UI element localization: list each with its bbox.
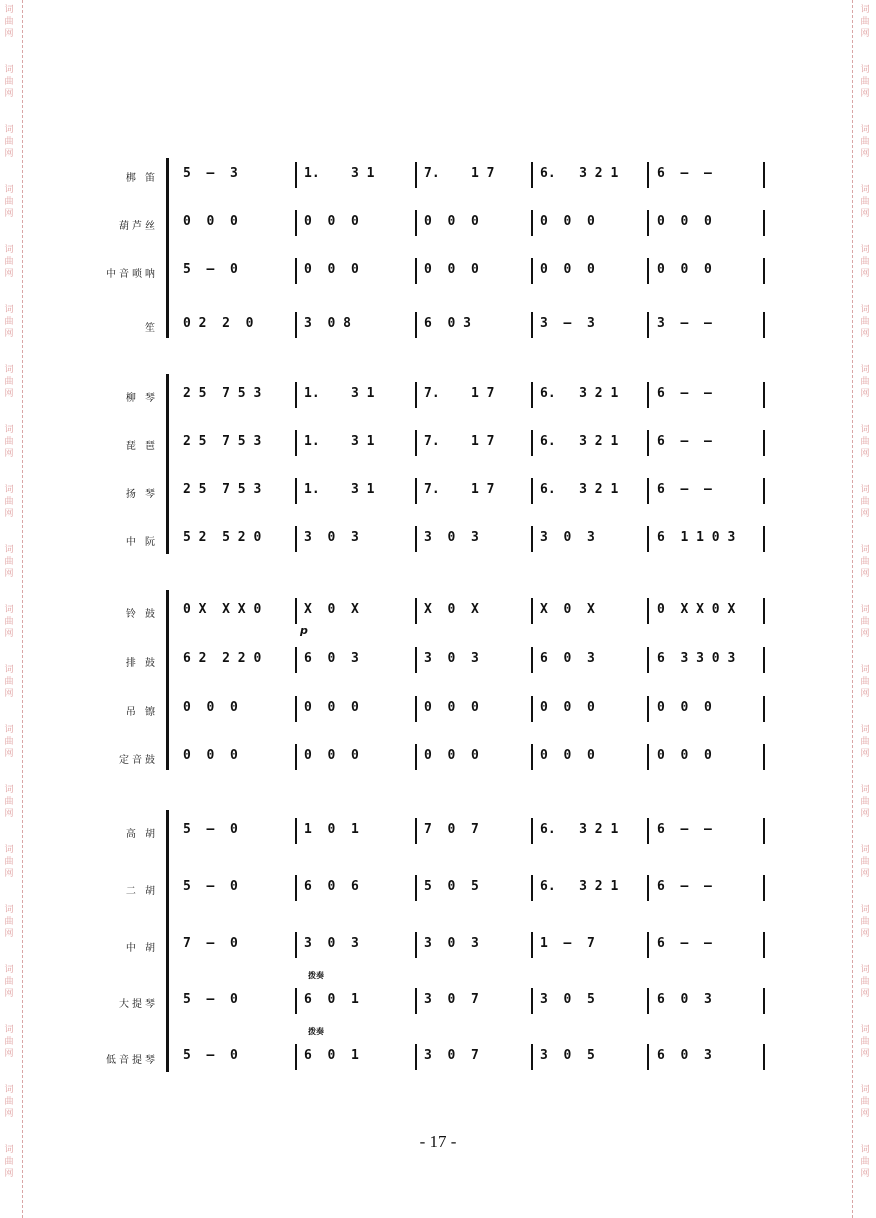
bar-line: [531, 875, 533, 901]
bar-line: [531, 598, 533, 624]
measure-notes: 0 0 0: [304, 214, 359, 229]
measure-notes: 7 0 7: [424, 822, 479, 837]
measure-notes: 1. 3 1: [304, 386, 375, 401]
measure-notes: 5 – 0: [183, 262, 238, 277]
measure-notes: 0 X X X 0: [183, 602, 262, 617]
bar-line: [647, 647, 649, 673]
bar-line: [531, 526, 533, 552]
staff-row: [0, 1042, 876, 1072]
measure-notes: 5 – 3: [183, 166, 238, 181]
watermark-text: 词 曲 网: [4, 965, 14, 999]
bar-line: [763, 988, 765, 1014]
pizzicato-mark-bass: 拨奏: [308, 1027, 324, 1036]
bar-line: [295, 312, 297, 338]
measure-notes: 1 – 7: [540, 936, 595, 951]
bar-line: [647, 258, 649, 284]
watermark-text: 词 曲 网: [4, 245, 14, 279]
watermark-text: 词 曲 网: [860, 485, 870, 519]
measure-notes: 1. 3 1: [304, 166, 375, 181]
measure-notes: 0 0 0: [540, 700, 595, 715]
measure-notes: 0 2 2 0: [183, 316, 254, 331]
bar-line: [415, 312, 417, 338]
bar-line: [295, 647, 297, 673]
measure-notes: 2 5 7 5 3: [183, 482, 262, 497]
measure-notes: 6. 3 2 1: [540, 482, 619, 497]
measure-notes: 3 0 3: [304, 936, 359, 951]
bar-line: [763, 210, 765, 236]
measure-notes: 0 0 0: [424, 700, 479, 715]
measure-notes: 0 0 0: [657, 262, 712, 277]
watermark-text: 词 曲 网: [4, 65, 14, 99]
measure-notes: 6. 3 2 1: [540, 434, 619, 449]
measure-notes: 6 3 3 0 3: [657, 651, 736, 666]
watermark-text: 词 曲 网: [4, 1085, 14, 1119]
pizzicato-mark-cello: 拨奏: [308, 971, 324, 980]
measure-notes: 3 0 3: [424, 530, 479, 545]
bar-line: [295, 598, 297, 624]
staff-row: [0, 524, 876, 554]
bar-line: [531, 430, 533, 456]
measure-notes: 6 2 2 2 0: [183, 651, 262, 666]
bar-line: [647, 162, 649, 188]
instrument-label: 柳 琴: [125, 393, 158, 404]
watermark-text: 词 曲 网: [860, 1085, 870, 1119]
bar-line: [415, 744, 417, 770]
watermark-text: 词 曲 网: [860, 725, 870, 759]
instrument-label: 高 胡: [125, 829, 158, 840]
bar-line: [763, 818, 765, 844]
measure-notes: 7 – 0: [183, 936, 238, 951]
bar-line: [415, 1044, 417, 1070]
staff-row: [0, 208, 876, 238]
bar-line: [647, 1044, 649, 1070]
bar-line: [531, 312, 533, 338]
staff-row: [0, 160, 876, 190]
watermark-text: 词 曲 网: [4, 485, 14, 519]
bar-line: [295, 932, 297, 958]
bar-line: [295, 258, 297, 284]
measure-notes: 7. 1 7: [424, 482, 495, 497]
measure-notes: 1. 3 1: [304, 482, 375, 497]
bar-line: [415, 598, 417, 624]
bar-line: [763, 744, 765, 770]
measure-notes: 2 5 7 5 3: [183, 434, 262, 449]
bar-line: [295, 988, 297, 1014]
bar-line: [531, 932, 533, 958]
instrument-label: 中 阮: [125, 537, 158, 548]
staff-row: [0, 428, 876, 458]
bar-line: [647, 210, 649, 236]
measure-notes: 6. 3 2 1: [540, 386, 619, 401]
watermark-text: 词 曲 网: [860, 665, 870, 699]
watermark-text: 词 曲 网: [860, 845, 870, 879]
bar-line: [531, 1044, 533, 1070]
bar-line: [531, 478, 533, 504]
bar-line: [647, 818, 649, 844]
instrument-label: 低音提琴: [106, 1055, 158, 1066]
watermark-text: 词 曲 网: [4, 425, 14, 459]
bar-line: [295, 430, 297, 456]
staff-row: [0, 476, 876, 506]
bar-line: [647, 526, 649, 552]
bar-line: [531, 258, 533, 284]
staff-row: [0, 645, 876, 675]
bar-line: [647, 932, 649, 958]
bar-line: [763, 598, 765, 624]
measure-notes: 3 0 8: [304, 316, 351, 331]
measure-notes: 0 0 0: [183, 748, 238, 763]
bar-line: [647, 312, 649, 338]
bar-line: [415, 696, 417, 722]
watermark-text: 词 曲 网: [860, 245, 870, 279]
bar-line: [647, 478, 649, 504]
measure-notes: 3 – 3: [540, 316, 595, 331]
bar-line: [763, 696, 765, 722]
bar-line: [531, 744, 533, 770]
bar-line: [295, 744, 297, 770]
instrument-label: 二 胡: [125, 886, 158, 897]
measure-notes: 3 0 3: [424, 936, 479, 951]
bar-line: [295, 382, 297, 408]
instrument-label: 中音唢呐: [106, 269, 158, 280]
measure-notes: 6 – –: [657, 879, 712, 894]
watermark-text: 词 曲 网: [860, 905, 870, 939]
measure-notes: 5 – 0: [183, 992, 238, 1007]
instrument-label: 大提琴: [119, 999, 158, 1010]
measure-notes: 3 – –: [657, 316, 712, 331]
measure-notes: 7. 1 7: [424, 166, 495, 181]
measure-notes: 6 – –: [657, 434, 712, 449]
watermark-text: 词 曲 网: [860, 1025, 870, 1059]
measure-notes: 6 – –: [657, 822, 712, 837]
watermark-text: 词 曲 网: [860, 365, 870, 399]
measure-notes: 0 0 0: [540, 748, 595, 763]
watermark-text: 词 曲 网: [860, 545, 870, 579]
instrument-label: 定音鼓: [119, 755, 158, 766]
bar-line: [763, 478, 765, 504]
watermark-text: 词 曲 网: [4, 5, 14, 39]
bar-line: [763, 312, 765, 338]
bar-line: [531, 162, 533, 188]
staff-row: [0, 256, 876, 286]
measure-notes: 3 0 3: [424, 651, 479, 666]
bar-line: [415, 818, 417, 844]
measure-notes: 5 – 0: [183, 822, 238, 837]
measure-notes: 6 – –: [657, 386, 712, 401]
watermark-text: 词 曲 网: [860, 785, 870, 819]
bar-line: [647, 744, 649, 770]
instrument-label: 铃 鼓: [125, 609, 158, 620]
bar-line: [763, 1044, 765, 1070]
watermark-text: 词 曲 网: [860, 305, 870, 339]
watermark-text: 词 曲 网: [4, 125, 14, 159]
measure-notes: 3 0 5: [540, 992, 595, 1007]
watermark-text: 词 曲 网: [860, 965, 870, 999]
staff-row: [0, 930, 876, 960]
watermark-text: 词 曲 网: [860, 605, 870, 639]
staff-row: [0, 380, 876, 410]
measure-notes: 6 0 1: [304, 992, 359, 1007]
measure-notes: 1 0 1: [304, 822, 359, 837]
measure-notes: 6 0 3: [304, 651, 359, 666]
instrument-label: 梆 笛: [125, 173, 158, 184]
watermark-text: 词 曲 网: [4, 725, 14, 759]
bar-line: [763, 162, 765, 188]
instrument-label: 葫芦丝: [119, 221, 158, 232]
measure-notes: 6 0 1: [304, 1048, 359, 1063]
bar-line: [415, 875, 417, 901]
measure-notes: 0 0 0: [657, 214, 712, 229]
watermark-text: 词 曲 网: [860, 5, 870, 39]
measure-notes: 0 0 0: [657, 748, 712, 763]
bar-line: [531, 988, 533, 1014]
staff-row: [0, 310, 876, 340]
measure-notes: 6. 3 2 1: [540, 879, 619, 894]
instrument-label: 琵 琶: [125, 441, 158, 452]
bar-line: [763, 430, 765, 456]
watermark-text: 词 曲 网: [4, 605, 14, 639]
measure-notes: 6 0 3: [424, 316, 471, 331]
bar-line: [531, 210, 533, 236]
measure-notes: 6 – –: [657, 936, 712, 951]
bar-line: [415, 382, 417, 408]
instrument-label: 中 胡: [125, 943, 158, 954]
dynamic-marking-p: p: [300, 624, 308, 637]
measure-notes: 6 0 3: [657, 1048, 712, 1063]
measure-notes: 6 – –: [657, 482, 712, 497]
measure-notes: 3 0 5: [540, 1048, 595, 1063]
measure-notes: 6 0 3: [657, 992, 712, 1007]
staff-row: [0, 986, 876, 1016]
instrument-label: 笙: [145, 323, 158, 334]
bar-line: [763, 526, 765, 552]
measure-notes: X 0 X: [540, 602, 595, 617]
bar-line: [531, 382, 533, 408]
instrument-label: 吊 镲: [125, 707, 158, 718]
bar-line: [415, 526, 417, 552]
watermark-text: 词 曲 网: [860, 1145, 870, 1179]
measure-notes: 0 0 0: [424, 214, 479, 229]
watermark-text: 词 曲 网: [4, 545, 14, 579]
watermark-text: 词 曲 网: [4, 1145, 14, 1179]
staff-row: [0, 694, 876, 724]
watermark-text: 词 曲 网: [4, 185, 14, 219]
bar-line: [415, 478, 417, 504]
measure-notes: 2 5 7 5 3: [183, 386, 262, 401]
bar-line: [647, 696, 649, 722]
measure-notes: 0 0 0: [304, 748, 359, 763]
staff-row: [0, 816, 876, 846]
bar-line: [647, 382, 649, 408]
measure-notes: 3 0 3: [304, 530, 359, 545]
bar-line: [415, 210, 417, 236]
watermark-text: 词 曲 网: [4, 845, 14, 879]
measure-notes: 6 1 1 0 3: [657, 530, 736, 545]
page-number: - 17 -: [419, 1132, 457, 1151]
bar-line: [415, 162, 417, 188]
bar-line: [531, 647, 533, 673]
watermark-text: 词 曲 网: [4, 785, 14, 819]
bar-line: [763, 382, 765, 408]
bar-line: [531, 818, 533, 844]
bar-line: [295, 210, 297, 236]
measure-notes: 5 – 0: [183, 879, 238, 894]
measure-notes: 0 0 0: [424, 748, 479, 763]
staff-row: [0, 742, 876, 772]
bar-line: [295, 526, 297, 552]
bar-line: [295, 478, 297, 504]
staff-row: [0, 873, 876, 903]
measure-notes: 0 0 0: [657, 700, 712, 715]
measure-notes: 1. 3 1: [304, 434, 375, 449]
watermark-text: 词 曲 网: [860, 185, 870, 219]
measure-notes: 6 0 6: [304, 879, 359, 894]
bar-line: [531, 696, 533, 722]
bar-line: [415, 932, 417, 958]
bar-line: [647, 988, 649, 1014]
measure-notes: 0 X X 0 X: [657, 602, 736, 617]
measure-notes: 5 2 5 2 0: [183, 530, 262, 545]
measure-notes: 3 0 3: [540, 530, 595, 545]
bar-line: [763, 647, 765, 673]
measure-notes: 7. 1 7: [424, 434, 495, 449]
measure-notes: 3 0 7: [424, 992, 479, 1007]
measure-notes: 0 0 0: [424, 262, 479, 277]
bar-line: [415, 647, 417, 673]
measure-notes: 6. 3 2 1: [540, 166, 619, 181]
bar-line: [295, 696, 297, 722]
staff-row: [0, 596, 876, 626]
measure-notes: 5 – 0: [183, 1048, 238, 1063]
watermark-text: 词 曲 网: [4, 905, 14, 939]
measure-notes: 0 0 0: [304, 262, 359, 277]
instrument-label: 扬 琴: [125, 489, 158, 500]
measure-notes: 0 0 0: [540, 214, 595, 229]
bar-line: [415, 258, 417, 284]
measure-notes: X 0 X: [424, 602, 479, 617]
measure-notes: 6. 3 2 1: [540, 822, 619, 837]
measure-notes: 0 0 0: [183, 700, 238, 715]
measure-notes: 3 0 7: [424, 1048, 479, 1063]
watermark-text: 词 曲 网: [860, 125, 870, 159]
bar-line: [415, 988, 417, 1014]
measure-notes: X 0 X: [304, 602, 359, 617]
instrument-label: 排 鼓: [125, 658, 158, 669]
watermark-text: 词 曲 网: [860, 65, 870, 99]
bar-line: [295, 1044, 297, 1070]
bar-line: [295, 162, 297, 188]
bar-line: [295, 875, 297, 901]
measure-notes: 0 0 0: [540, 262, 595, 277]
measure-notes: 0 0 0: [183, 214, 238, 229]
measure-notes: 0 0 0: [304, 700, 359, 715]
bar-line: [763, 258, 765, 284]
bar-line: [647, 875, 649, 901]
watermark-text: 词 曲 网: [4, 1025, 14, 1059]
watermark-text: 词 曲 网: [4, 305, 14, 339]
measure-notes: 6 0 3: [540, 651, 595, 666]
bar-line: [647, 430, 649, 456]
watermark-text: 词 曲 网: [860, 425, 870, 459]
measure-notes: 6 – –: [657, 166, 712, 181]
measure-notes: 5 0 5: [424, 879, 479, 894]
bar-line: [415, 430, 417, 456]
watermark-text: 词 曲 网: [4, 365, 14, 399]
bar-line: [295, 818, 297, 844]
measure-notes: 7. 1 7: [424, 386, 495, 401]
bar-line: [763, 875, 765, 901]
bar-line: [647, 598, 649, 624]
bar-line: [763, 932, 765, 958]
watermark-text: 词 曲 网: [4, 665, 14, 699]
